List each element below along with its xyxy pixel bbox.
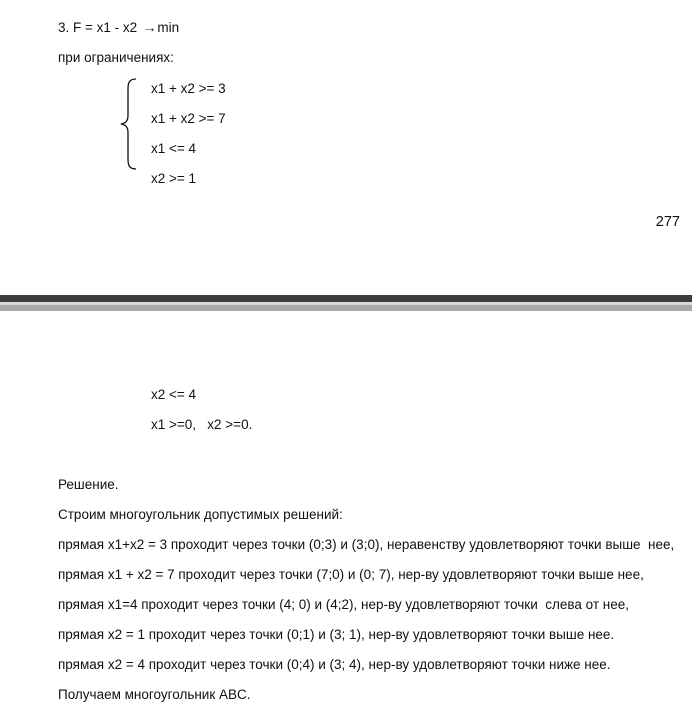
arrow-right-icon: → xyxy=(142,20,157,35)
line-description-3: прямая x1=4 проходит через точки (4; 0) и (4;2), нер-ву удовлетворяют точки слева от нее, xyxy=(58,597,630,612)
solution-heading: Решение. xyxy=(58,477,119,492)
line-description-4: прямая x2 = 1 проходит через точки (0;1) и (3; 1), нер-ву удовлетворяют точки выше нее. xyxy=(58,627,615,642)
constraints-heading: при ограничениях: xyxy=(58,50,174,65)
task-objective: 3. F = x1 - x2 xyxy=(58,20,138,35)
page-break-shadow xyxy=(0,295,692,302)
constraint-5: x2 <= 4 xyxy=(151,387,197,402)
task-goal: min xyxy=(157,20,180,35)
constraint-4: x2 >= 1 xyxy=(151,171,197,186)
constraint-2: x1 + x2 >= 7 xyxy=(151,111,226,126)
line-description-2: прямая x1 + x2 = 7 проходит через точки (7;0) и (0; 7), нер-ву удовлетворяют точки выше нее, xyxy=(58,567,644,582)
conclusion-text: Получаем многоугольник ABC. xyxy=(58,687,251,702)
build-polygon-text: Строим многоугольник допустимых решений: xyxy=(58,507,343,522)
constraint-3: x1 <= 4 xyxy=(151,141,197,156)
line-description-1: прямая x1+x2 = 3 проходит через точки (0;3) и (3;0), неравенству удовлетворяют точки выше нее, xyxy=(58,537,675,552)
constraint-nonnegativity: x1 >=0, x2 >=0. xyxy=(151,417,253,432)
constraint-1: x1 + x2 >= 3 xyxy=(151,81,226,96)
curly-brace-icon xyxy=(118,77,140,171)
page-break-edge xyxy=(0,305,692,311)
task-statement xyxy=(58,20,179,36)
page-number: 277 xyxy=(655,214,680,230)
line-description-5: прямая x2 = 4 проходит через точки (0;4) и (3; 4), нер-ву удовлетворяют точки ниже нее. xyxy=(58,657,611,672)
page-break xyxy=(0,295,692,311)
